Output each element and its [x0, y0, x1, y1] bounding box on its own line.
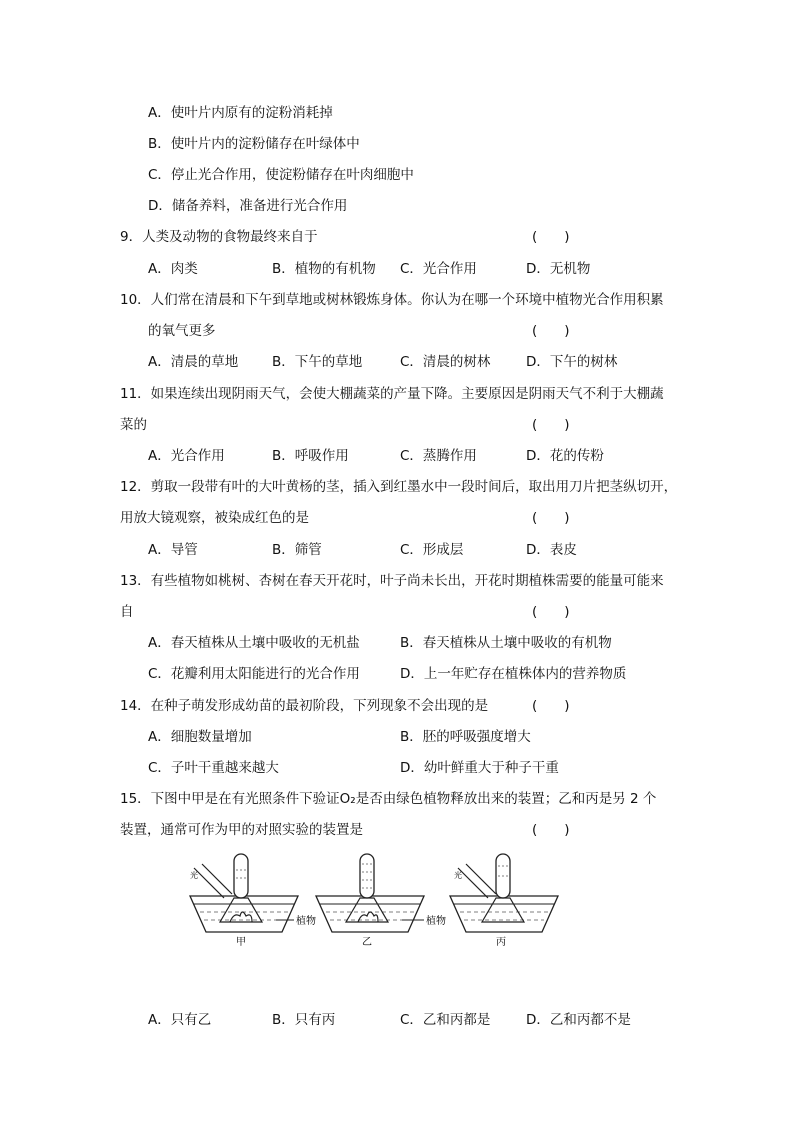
q11-option-b: B．呼吸作用	[272, 448, 349, 464]
q13-option-d: D．上一年贮存在植株体内的营养物质	[400, 666, 627, 682]
q12-stem-line1: 12．剪取一段带有叶的大叶黄杨的茎，插入到红墨水中一段时间后，取出用刀片把茎纵切开，	[120, 479, 678, 495]
q9-stem: 9．人类及动物的食物最终来自于	[120, 229, 318, 245]
beaker-jia	[190, 896, 298, 932]
beaker-yi	[316, 896, 424, 932]
funnel-jia	[220, 898, 262, 922]
q13-option-b: B．春天植株从土壤中吸收的有机物	[400, 635, 612, 651]
q8-option-a: A．使叶片内原有的淀粉消耗掉	[148, 105, 333, 121]
label-yi: 乙	[362, 937, 372, 948]
setup-yi	[316, 854, 446, 948]
q15-option-d: D．乙和丙都不是	[526, 1012, 631, 1028]
q12-option-d: D．表皮	[526, 542, 577, 558]
q9-option-a: A．肉类	[148, 261, 198, 277]
q11-stem-line1: 11．如果连续出现阴雨天气，会使大棚蔬菜的产量下降。主要原因是阴雨天气不利于大棚蔬	[120, 386, 664, 402]
test-tube-yi	[360, 854, 374, 898]
light-ray-1	[194, 868, 224, 898]
q10-option-b: B．下午的草地	[272, 354, 363, 370]
q14-option-a: A．细胞数量增加	[148, 729, 252, 745]
q10-option-d: D．下午的树林	[526, 354, 618, 370]
setup-bing	[450, 854, 558, 948]
plant-label-2: 植物	[426, 916, 446, 927]
q9-option-b: B．植物的有机物	[272, 261, 376, 277]
q8-option-b: B．使叶片内的淀粉储存在叶绿体中	[148, 136, 360, 152]
q10-stem-line2: 的氧气更多	[148, 323, 216, 339]
q10-stem-line1: 10．人们常在清晨和下午到草地或树林锻炼身体。你认为在哪一个环境中植物光合作用积累	[120, 292, 664, 308]
q11-option-a: A．光合作用	[148, 448, 225, 464]
q14-answer-paren: ( )	[532, 698, 570, 714]
q13-answer-paren: ( )	[532, 604, 570, 620]
q14-stem: 14．在种子萌发形成幼苗的最初阶段，下列现象不会出现的是	[120, 698, 489, 714]
q10-option-a: A．清晨的草地	[148, 354, 239, 370]
q12-answer-paren: ( )	[532, 510, 570, 526]
q9-option-c: C．光合作用	[400, 261, 477, 277]
q15-option-a: A．只有乙	[148, 1012, 212, 1028]
q15-stem-line1: 15．下图中甲是在有光照条件下验证O₂是否由绿色植物释放出来的装置；乙和丙是另 2 个	[120, 791, 657, 807]
q10-answer-paren: ( )	[532, 323, 570, 339]
q13-stem-line1: 13．有些植物如桃树、杏树在春天开花时，叶子尚未长出，开花时期植株需要的能量可能来	[120, 573, 664, 589]
q15-answer-paren: ( )	[532, 822, 570, 838]
label-jia: 甲	[236, 937, 246, 948]
q12-option-a: A．导管	[148, 542, 198, 558]
q11-stem-line2: 菜的	[120, 417, 147, 433]
q11-option-c: C．蒸腾作用	[400, 448, 477, 464]
q15-stem-line2: 装置，通常可作为甲的对照实验的装置是	[120, 822, 363, 838]
light-ray-2	[202, 864, 232, 894]
q14-option-b: B．胚的呼吸强度增大	[400, 729, 531, 745]
label-bing: 丙	[496, 937, 506, 948]
q11-answer-paren: ( )	[532, 417, 570, 433]
funnel-yi	[346, 898, 388, 922]
q9-option-d: D．无机物	[526, 261, 591, 277]
plant-label-1: 植物	[296, 916, 316, 927]
q11-option-d: D．花的传粉	[526, 448, 604, 464]
q15-option-b: B．只有丙	[272, 1012, 336, 1028]
setup-jia	[190, 854, 316, 948]
light-ray-3	[458, 868, 488, 898]
beaker-bing	[450, 896, 558, 932]
light-label-1: 光	[190, 871, 198, 880]
q10-option-c: C．清晨的树林	[400, 354, 491, 370]
q12-option-c: C．形成层	[400, 542, 464, 558]
q13-stem-line2: 自	[120, 604, 134, 620]
q8-option-c: C．停止光合作用，使淀粉储存在叶肉细胞中	[148, 167, 414, 183]
q9-answer-paren: ( )	[532, 229, 570, 245]
light-label-2: 光	[454, 871, 462, 880]
q8-option-d: D．储备养料，准备进行光合作用	[148, 198, 348, 214]
light-ray-4	[466, 864, 496, 894]
test-tube-jia	[234, 854, 248, 898]
funnel-bing	[482, 898, 524, 922]
q13-option-c: C．花瓣利用太阳能进行的光合作用	[148, 666, 360, 682]
q13-option-a: A．春天植株从土壤中吸收的无机盐	[148, 635, 360, 651]
q15-option-c: C．乙和丙都是	[400, 1012, 491, 1028]
plant-jia	[230, 912, 252, 922]
q14-option-c: C．子叶干重越来越大	[148, 760, 279, 776]
q12-stem-line2: 用放大镜观察，被染成红色的是	[120, 510, 309, 526]
q12-option-b: B．筛管	[272, 542, 322, 558]
experiment-figure	[180, 850, 570, 950]
q14-option-d: D．幼叶鲜重大于种子干重	[400, 760, 559, 776]
plant-yi	[358, 912, 378, 922]
